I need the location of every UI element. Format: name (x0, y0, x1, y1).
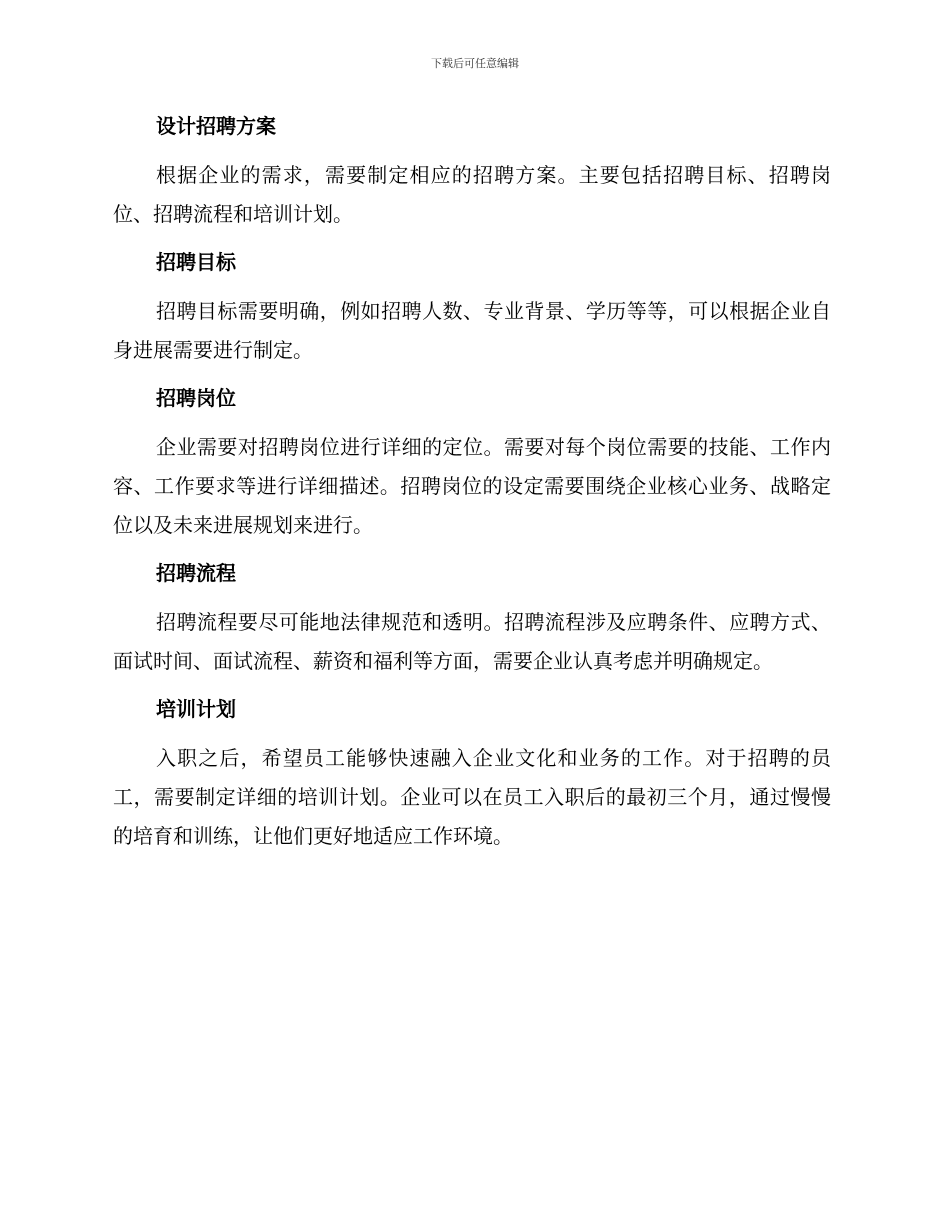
section-recruitment-positions (113, 382, 831, 545)
section-paragraph: 企业需要对招聘岗位进行详细的定位。需要对每个岗位需要的技能、工作内容、工作要求等进行详细描述。招聘岗位的设定需要围绕企业核心业务、战略定位以及未来进展规划来进行。 (113, 435, 831, 537)
section-heading: 招聘岗位 (156, 386, 236, 410)
section-recruitment-process (113, 557, 831, 681)
section-heading: 招聘目标 (156, 250, 236, 274)
section-heading: 培训计划 (156, 697, 236, 721)
section-paragraph: 根据企业的需求，需要制定相应的招聘方案。主要包括招聘目标、招聘岗位、招聘流程和培训计划。 (113, 163, 831, 226)
section-training-plan (113, 693, 831, 856)
section-recruitment-goals (113, 246, 831, 370)
section-heading: 招聘流程 (156, 561, 236, 585)
section-paragraph: 招聘目标需要明确，例如招聘人数、专业背景、学历等等，可以根据企业自身进展需要进行制定。 (113, 299, 831, 362)
section-heading: 设计招聘方案 (156, 114, 276, 138)
section-paragraph: 入职之后，希望员工能够快速融入企业文化和业务的工作。对于招聘的员工，需要制定详细的培训计划。企业可以在员工入职后的最初三个月，通过慢慢的培育和训练，让他们更好地适应工作环境。 (113, 746, 831, 848)
header-note: 下载后可任意编辑 (431, 57, 519, 70)
document-content (113, 110, 831, 868)
section-paragraph: 招聘流程要尽可能地法律规范和透明。招聘流程涉及应聘条件、应聘方式、面试时间、面试流程、薪资和福利等方面，需要企业认真考虑并明确规定。 (113, 610, 831, 673)
section-design-plan (113, 110, 831, 234)
